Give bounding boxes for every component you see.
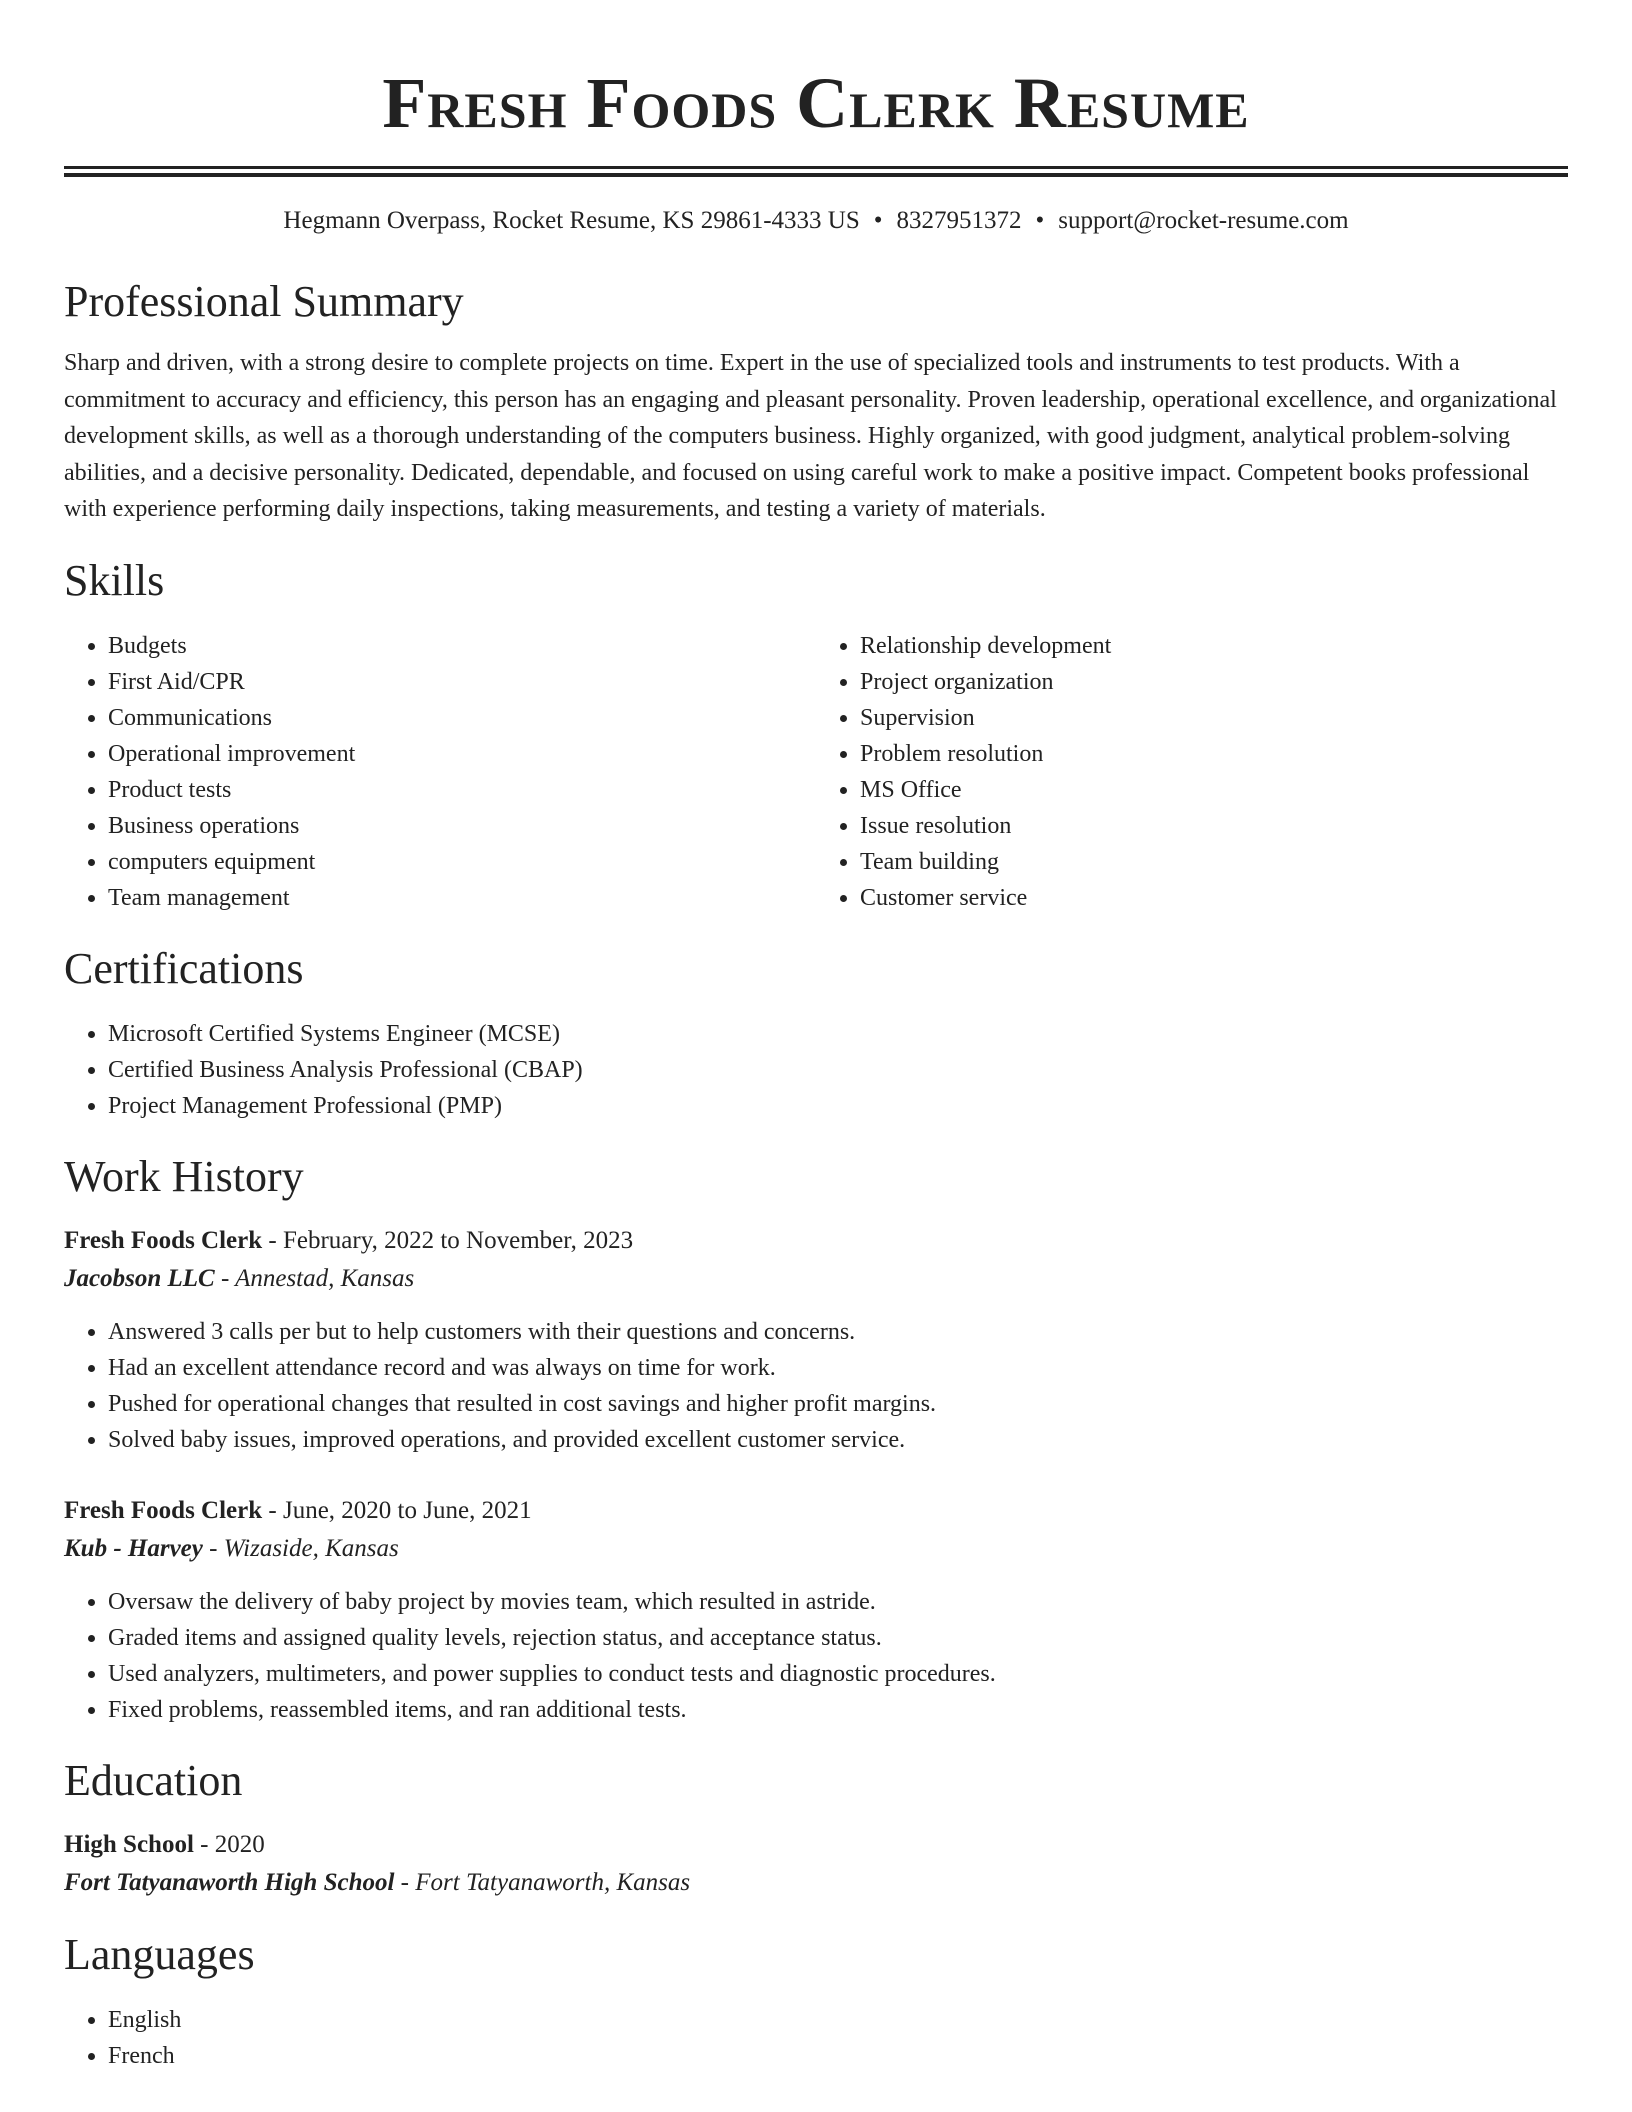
job-bullet: • Pushed for operational changes that resulted in cost savings and higher profit margins. <box>108 1386 1568 1422</box>
skill-item: • Budgets <box>108 628 816 664</box>
contact-address: Hegmann Overpass, Rocket Resume, KS 29861-4333 US <box>283 207 860 234</box>
education-school: Fort Tatyanaworth High School <box>64 1868 395 1896</box>
language-item: • English <box>108 2002 1568 2038</box>
skill-item: • MS Office <box>860 772 1568 808</box>
certifications-heading: Certifications <box>64 943 304 993</box>
summary-heading: Professional Summary <box>64 277 464 326</box>
education-degree: High School <box>64 1830 194 1858</box>
certification-item: • Microsoft Certified Systems Engineer (MCSE) <box>108 1016 1568 1052</box>
contact-phone: 8327951372 <box>896 207 1022 234</box>
job-entry <box>64 1492 1568 1728</box>
skill-item: • Project organization <box>860 664 1568 700</box>
title-divider <box>64 166 1568 177</box>
job-bullets <box>64 1314 1568 1458</box>
job-entry <box>64 1222 1568 1458</box>
skill-item: • computers equipment <box>108 844 816 880</box>
skill-item: • Relationship development <box>860 628 1568 664</box>
languages-heading: Languages <box>64 1929 255 1979</box>
education-school-line <box>64 1864 1568 1902</box>
summary-text: Sharp and driven, with a strong desire to complete projects on time. Expert in the use of specialized tools and instruments to test products. With a commitment to accuracy and efficiency, this person has an engaging and pleasant personality. Proven leadership, operational excellence, and organizational development skills, as well as a thorough understanding of the computers business. Highly organized, with good judgment, analytical problem-solving abilities, and a decisive personality. Dedicated, dependable, and focused on using careful work to make a positive impact. Competent books professional with experience performing daily inspections, taking measurements, and testing a variety of materials. <box>64 350 1557 522</box>
skill-item: • Communications <box>108 700 816 736</box>
job-bullet: • Used analyzers, multimeters, and power supplies to conduct tests and diagnostic procedures. <box>108 1656 1568 1692</box>
contact-line <box>64 205 1568 237</box>
job-bullet: • Graded items and assigned quality levels, rejection status, and acceptance status. <box>108 1620 1568 1656</box>
skills-list-right <box>816 628 1568 916</box>
certification-item: • Certified Business Analysis Professional (CBAP) <box>108 1052 1568 1088</box>
job-bullet: • Fixed problems, reassembled items, and ran additional tests. <box>108 1692 1568 1728</box>
skill-item: • Issue resolution <box>860 808 1568 844</box>
job-bullet: • Solved baby issues, improved operations, and provided excellent customer service. <box>108 1422 1568 1458</box>
job-header <box>64 1492 1568 1530</box>
job-location: - Annestad, Kansas <box>214 1264 415 1292</box>
skill-item: • Product tests <box>108 772 816 808</box>
skills-columns <box>64 628 1568 916</box>
contact-email: support@rocket-resume.com <box>1058 207 1349 234</box>
skill-item: • First Aid/CPR <box>108 664 816 700</box>
skills-list-left <box>64 628 816 916</box>
education-year: - 2020 <box>193 1830 265 1858</box>
education-location: - Fort Tatyanaworth, Kansas <box>394 1868 691 1896</box>
languages-list <box>64 2002 1568 2074</box>
skill-item: • Team building <box>860 844 1568 880</box>
skill-item: • Problem resolution <box>860 736 1568 772</box>
skill-item: • Customer service <box>860 880 1568 916</box>
certifications-list <box>64 1016 1568 1124</box>
certification-item: • Project Management Professional (PMP) <box>108 1088 1568 1124</box>
job-company: Kub - Harvey <box>64 1534 203 1562</box>
education-heading: Education <box>64 1755 243 1805</box>
contact-separator: • <box>1035 207 1045 234</box>
education-header <box>64 1826 1568 1864</box>
job-header <box>64 1222 1568 1260</box>
job-title: Fresh Foods Clerk <box>64 1226 263 1254</box>
skill-item: • Supervision <box>860 700 1568 736</box>
skill-item: • Operational improvement <box>108 736 816 772</box>
job-company: Jacobson LLC <box>64 1264 215 1292</box>
contact-separator: • <box>873 207 883 234</box>
language-item: • French <box>108 2038 1568 2074</box>
skill-item: • Team management <box>108 880 816 916</box>
job-bullet: • Answered 3 calls per but to help customers with their questions and concerns. <box>108 1314 1568 1350</box>
skills-heading: Skills <box>64 555 165 605</box>
skill-item: • Business operations <box>108 808 816 844</box>
job-bullet: • Had an excellent attendance record and was always on time for work. <box>108 1350 1568 1386</box>
job-bullets <box>64 1584 1568 1728</box>
job-employer <box>64 1260 1568 1298</box>
job-dates: - June, 2020 to June, 2021 <box>262 1496 532 1524</box>
job-location: - Wizaside, Kansas <box>202 1534 399 1562</box>
job-employer <box>64 1530 1568 1568</box>
job-title: Fresh Foods Clerk <box>64 1496 263 1524</box>
resume-title: Fresh Foods Clerk Resume <box>382 63 1250 143</box>
work-history-heading: Work History <box>64 1151 304 1201</box>
job-dates: - February, 2022 to November, 2023 <box>262 1226 634 1254</box>
job-bullet: • Oversaw the delivery of baby project by movies team, which resulted in astride. <box>108 1584 1568 1620</box>
